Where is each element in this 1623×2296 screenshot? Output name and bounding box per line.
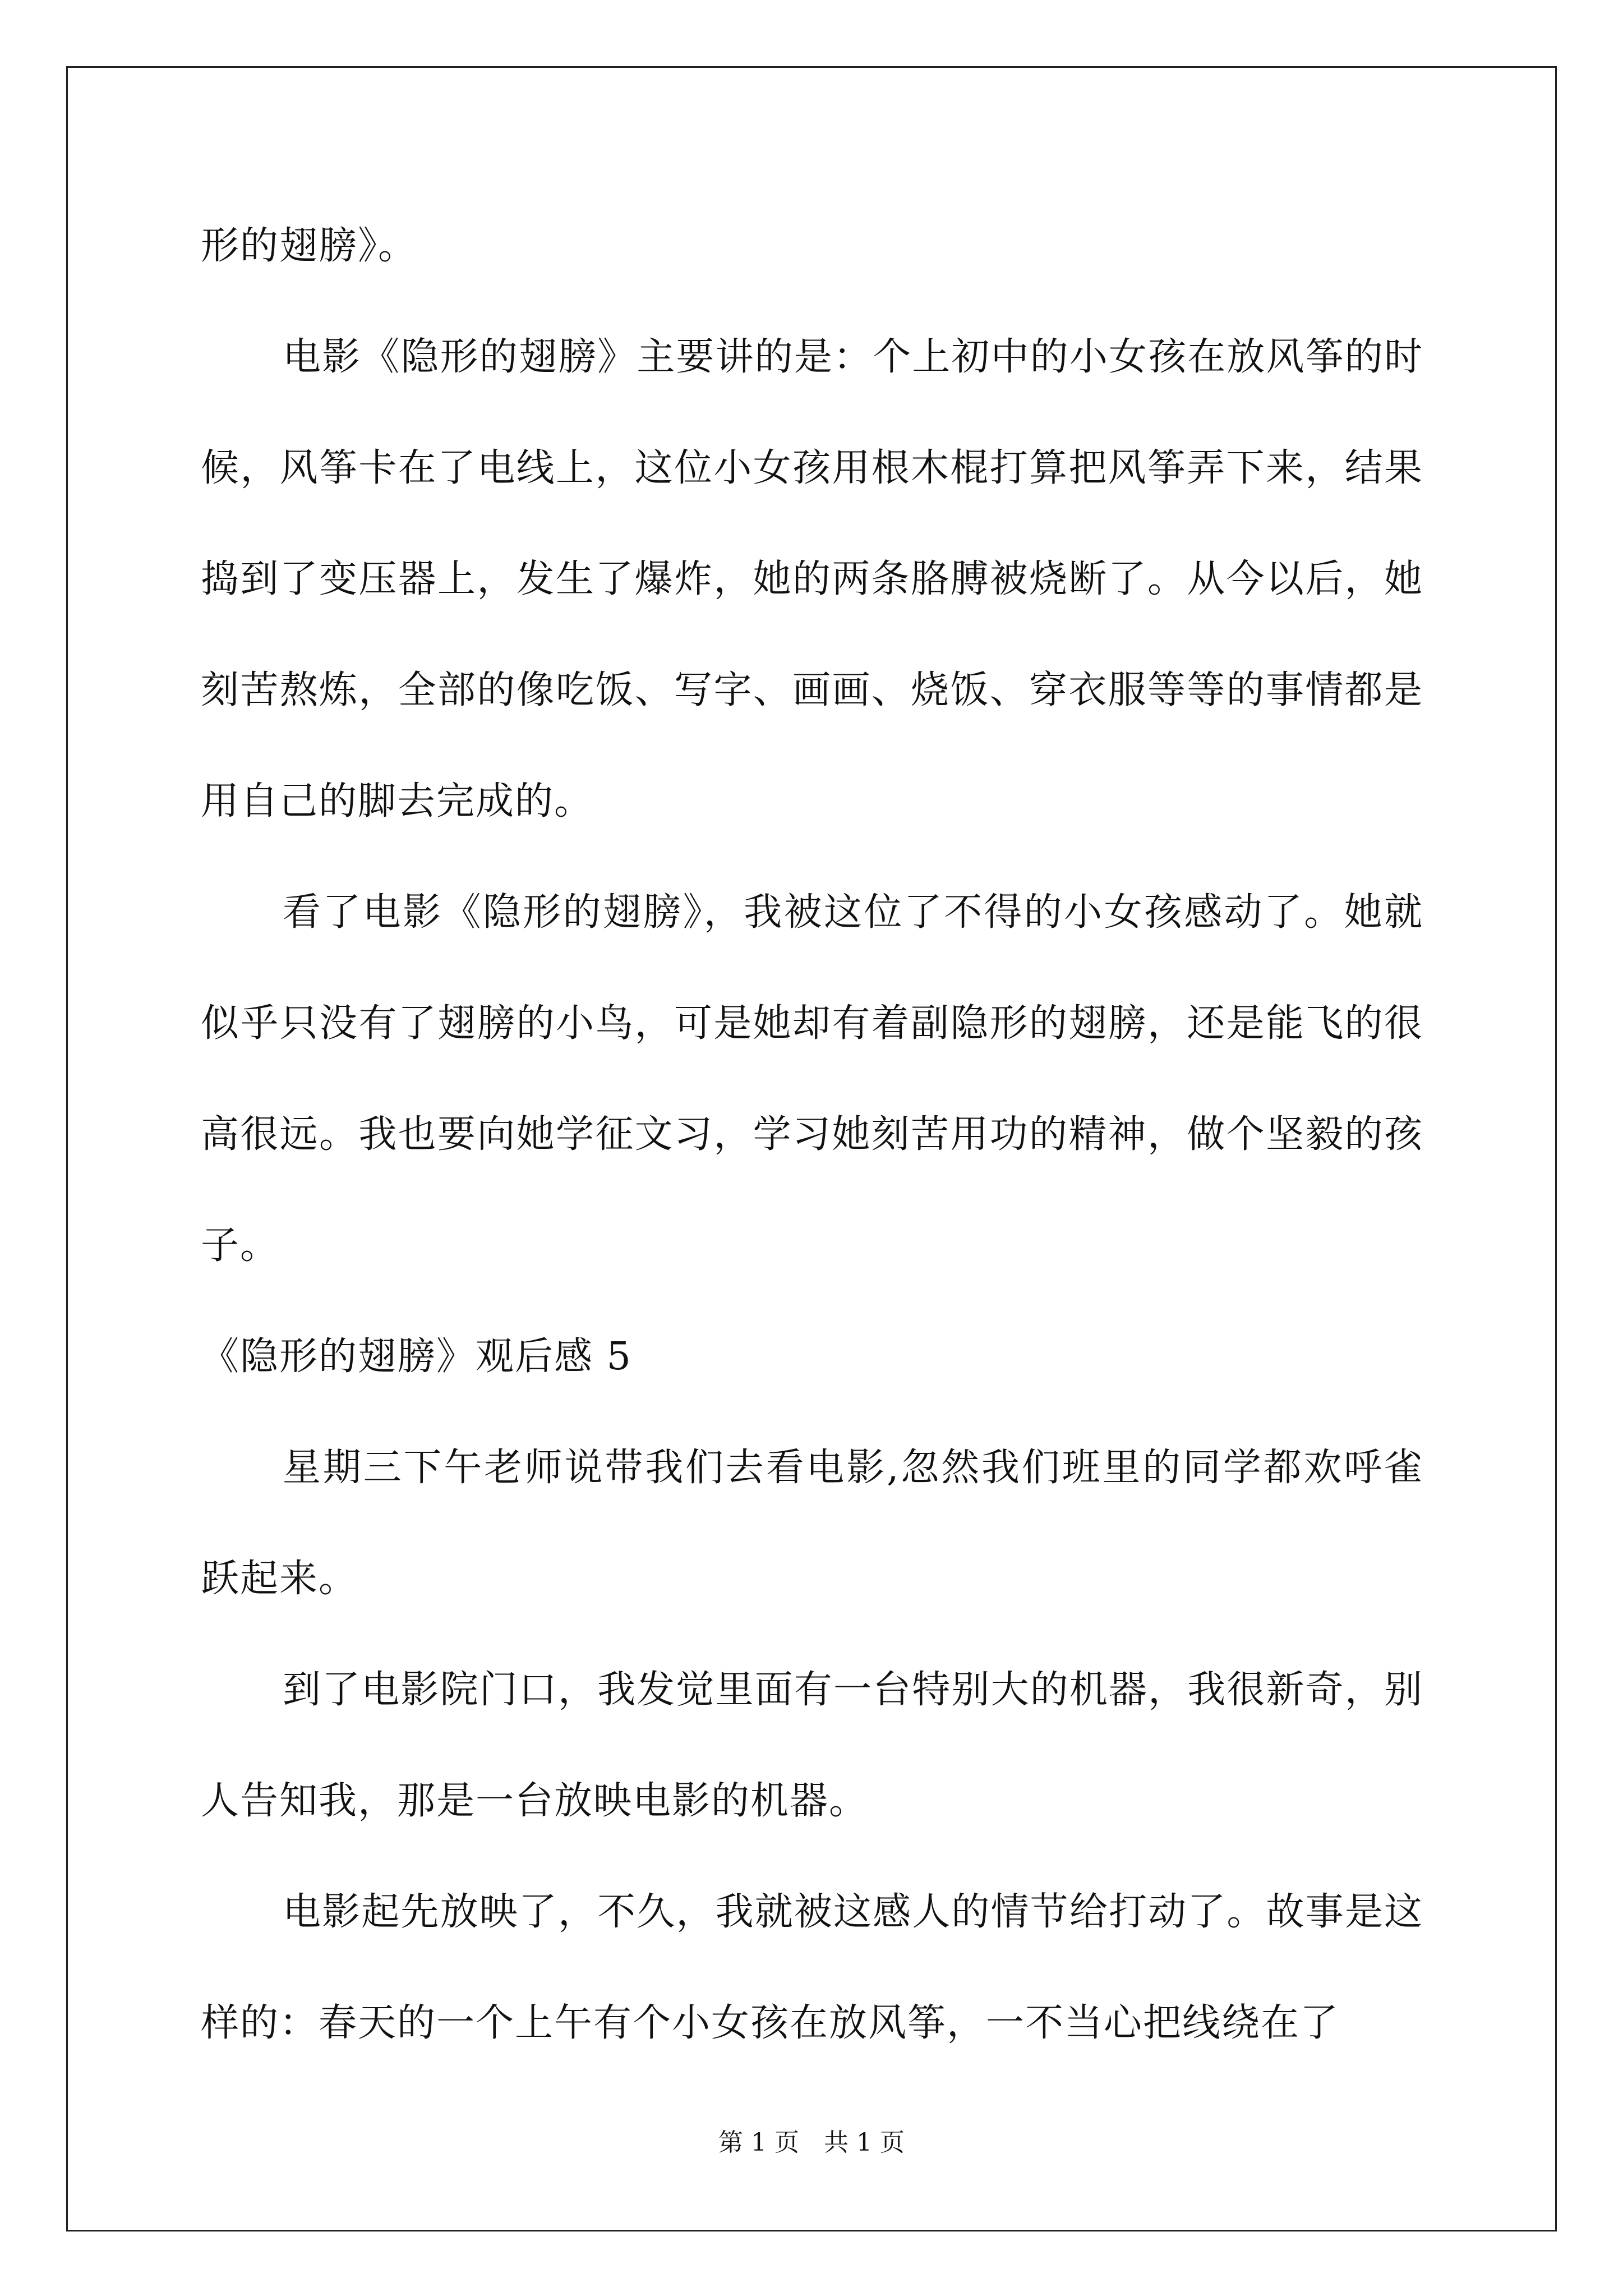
document-body xyxy=(201,191,1423,2079)
paragraph-reflection: 看了电影《隐形的翅膀》，我被这位了不得的小女孩感动了。她就似乎只没有了翅膀的小鸟，可是她却有着副隐形的翅膀，还是能飞的很高很远。我也要向她学征文习，学习她刻苦用功的精神，做个坚毅的孩子。 xyxy=(201,890,1423,1268)
paragraph-story: 电影起先放映了，不久，我就被这感人的情节给打动了。故事是这样的：春天的一个上午有个小女孩在放风筝，一不当心把线绕在了 xyxy=(201,1890,1423,2045)
paragraph-continuation: 形的翅膀》。 xyxy=(201,224,418,268)
paragraph-cinema: 到了电影院门口，我发觉里面有一台特别大的机器，我很新奇，别人告知我，那是一台放映电影的机器。 xyxy=(201,1668,1423,1823)
paragraph-movie-summary: 电影《隐形的翅膀》主要讲的是：个上初中的小女孩在放风筝的时候，风筝卡在了电线上，这位小女孩用根木棍打算把风筝弄下来，结果捣到了变压器上，发生了爆炸，她的两条胳膊被烧断了。从今以后，她刻苦熬炼，全部的像吃饭、写字、画画、烧饭、穿衣服等等的事情都是用自己的脚去完成的。 xyxy=(201,335,1423,823)
section-heading: 《隐形的翅膀》观后感 5 xyxy=(201,1335,632,1379)
page-footer: 第 1 页 共 1 页 xyxy=(718,2128,905,2157)
paragraph-wednesday: 星期三下午老师说带我们去看电影,忽然我们班里的同学都欢呼雀跃起来。 xyxy=(201,1446,1423,1601)
